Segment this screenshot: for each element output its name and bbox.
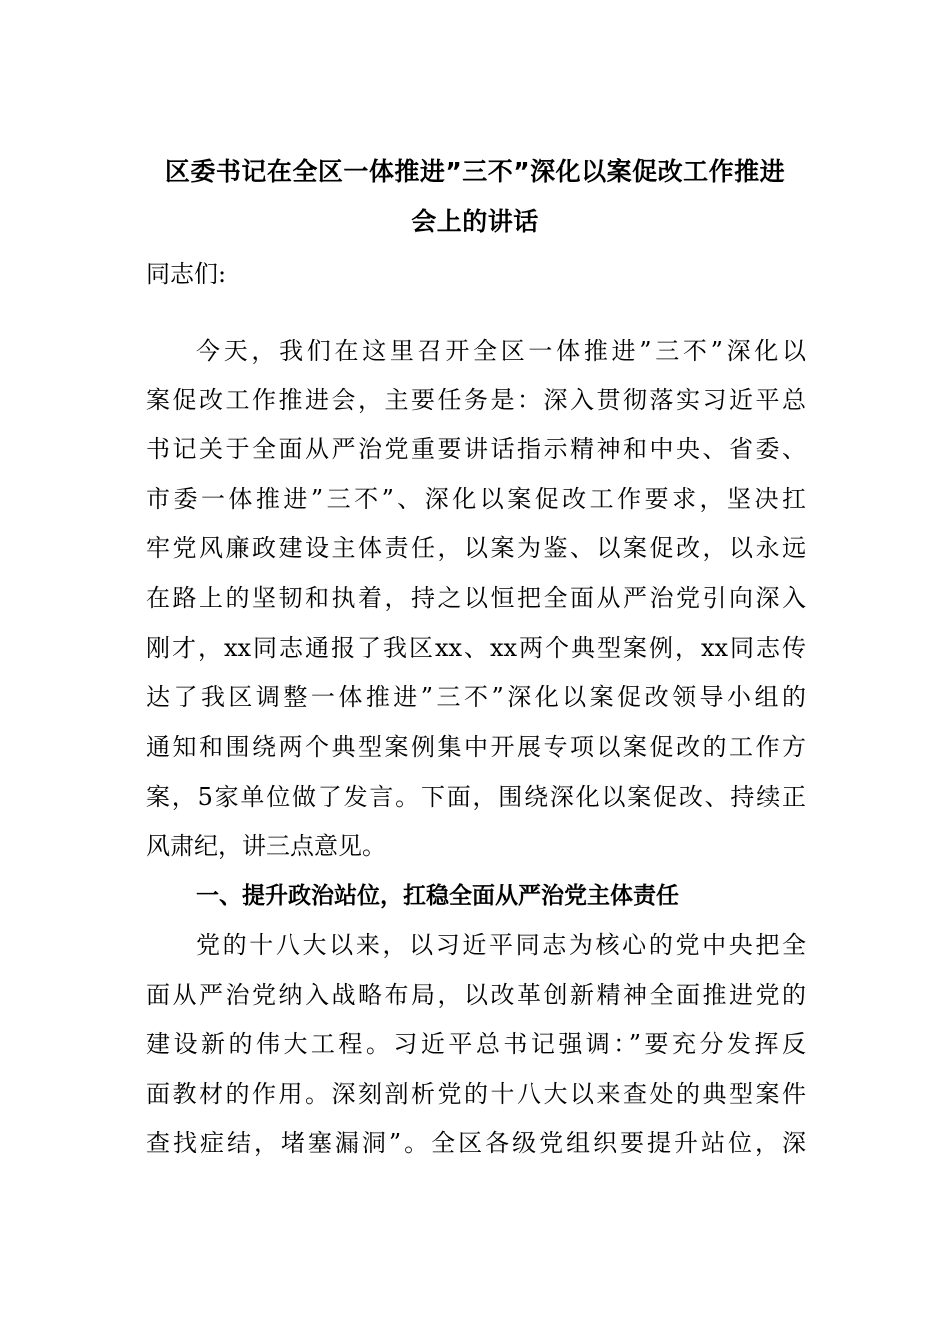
paragraph1-line-10: 案，5家单位做了发言。下面，围绕深化以案促改、持续正 xyxy=(146,783,806,811)
paragraph1-line-7: 刚才，xx同志通报了我区xx、xx两个典型案例，xx同志传 xyxy=(146,634,806,662)
paragraph1-line-11: 风肃纪，讲三点意见。 xyxy=(146,832,386,860)
paragraph2-line-2: 面从严治党纳入战略布局，以改革创新精神全面推进党的 xyxy=(146,981,806,1009)
section-heading-1: 一、提升政治站位，扛稳全面从严治党主体责任 xyxy=(196,883,679,909)
document-title-line-2: 会上的讲话 xyxy=(411,207,539,236)
document-title-line-1: 区委书记在全区一体推进”三不”深化以案促改工作推进 xyxy=(164,157,786,186)
paragraph1-line-1: 今天，我们在这里召开全区一体推进”三不”深化以 xyxy=(196,337,806,365)
paragraph1-line-3: 书记关于全面从严治党重要讲话指示精神和中央、省委、 xyxy=(146,435,806,463)
paragraph1-line-4: 市委一体推进”三不”、深化以案促改工作要求，坚决扛 xyxy=(146,485,806,513)
paragraph1-line-9: 通知和围绕两个典型案例集中开展专项以案促改的工作方 xyxy=(146,733,806,761)
paragraph1-line-5: 牢党风廉政建设主体责任，以案为鉴、以案促改，以永远 xyxy=(146,534,806,562)
paragraph1-line-8: 达了我区调整一体推进”三不”深化以案促改领导小组的 xyxy=(146,683,806,711)
paragraph2-line-5: 查找症结，堵塞漏洞”。全区各级党组织要提升站位，深 xyxy=(146,1129,806,1157)
paragraph1-line-6: 在路上的坚韧和执着，持之以恒把全面从严治党引向深入 xyxy=(146,584,806,612)
paragraph2-line-4: 面教材的作用。深刻剖析党的十八大以来查处的典型案件 xyxy=(146,1080,806,1108)
paragraph2-line-3: 建设新的伟大工程。习近平总书记强调：”要充分发挥反 xyxy=(146,1030,806,1058)
paragraph2-line-1: 党的十八大以来，以习近平同志为核心的党中央把全 xyxy=(196,931,806,959)
paragraph1-line-2: 案促改工作推进会，主要任务是：深入贯彻落实习近平总 xyxy=(146,386,806,414)
salutation: 同志们: xyxy=(146,260,227,288)
